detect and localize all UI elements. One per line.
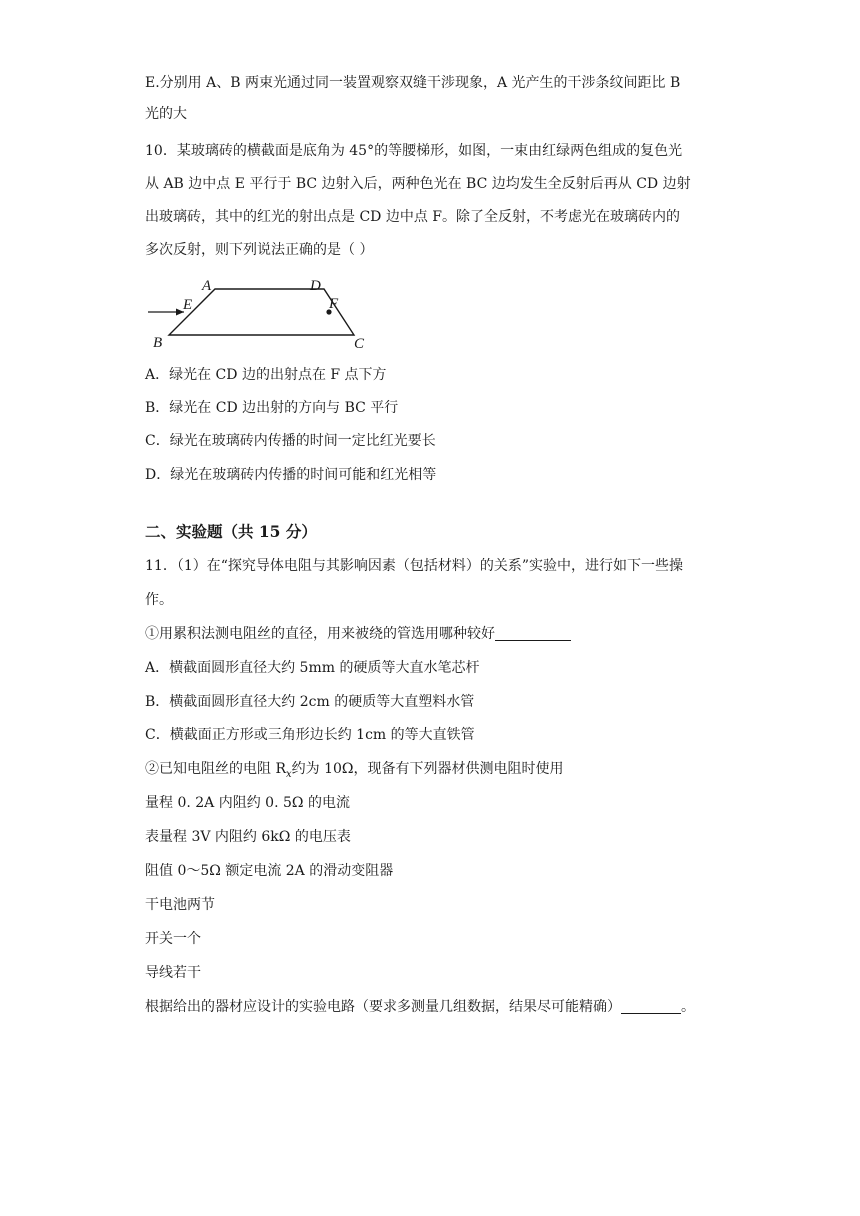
q11-part1-option-c: C．横截面正方形或三角形边长约 1cm 的等大直铁管 xyxy=(145,727,475,743)
equipment-ammeter: 量程 0. 2A 内阻约 0. 5Ω 的电流 xyxy=(145,795,350,811)
q10-stem-line2: 从 AB 边中点 E 平行于 BC 边射入后，两种色光在 BC 边均发生全反射后再从 CD 边射 xyxy=(145,176,691,192)
q11-part1-option-a: A．横截面圆形直径大约 5mm 的硬质等大直水笔芯杆 xyxy=(145,660,480,676)
q11-final xyxy=(145,997,695,1017)
trapezoid-outline xyxy=(169,289,354,335)
answer-blank-2[interactable] xyxy=(621,999,681,1014)
q11-part1 xyxy=(145,624,571,644)
answer-blank-1[interactable] xyxy=(495,626,571,641)
equipment-voltmeter: 表量程 3V 内阻约 6kΩ 的电压表 xyxy=(145,829,351,845)
section-heading: 二、实验题（共 15 分） xyxy=(145,522,317,541)
label-c: C xyxy=(354,336,365,352)
q10-stem-line1: 10．某玻璃砖的横截面是底角为 45°的等腰梯形，如图，一束由红绿两色组成的复色光 xyxy=(145,143,683,159)
q11-part2-suffix: 约为 10Ω，现备有下列器材供测电阻时使用 xyxy=(291,761,564,777)
trapezoid-figure xyxy=(140,272,380,352)
q11-intro-line1: 11．（1）在“探究导体电阻与其影响因素（包括材料）的关系”实验中，进行如下一些操 xyxy=(145,558,684,574)
equipment-battery: 干电池两节 xyxy=(145,897,215,913)
q11-part2 xyxy=(145,759,564,785)
q11-final-suffix: 。 xyxy=(681,999,695,1015)
equipment-switch: 开关一个 xyxy=(145,931,201,947)
equipment-wires: 导线若干 xyxy=(145,965,201,981)
equipment-rheostat: 阻值 0～5Ω 额定电流 2A 的滑动变阻器 xyxy=(145,863,394,879)
label-f: F xyxy=(329,296,339,312)
q11-final-prefix: 根据给出的器材应设计的实验电路（要求多测量几组数据，结果尽可能精确） xyxy=(145,999,621,1015)
q10-option-a: A．绿光在 CD 边的出射点在 F 点下方 xyxy=(145,367,387,383)
label-b: B xyxy=(153,335,163,351)
rx-subscript: x xyxy=(286,768,292,780)
label-d: D xyxy=(310,278,321,294)
label-a: A xyxy=(202,278,212,294)
option-e-line2: 光的大 xyxy=(145,106,187,122)
q10-option-b: B．绿光在 CD 边出射的方向与 BC 平行 xyxy=(145,400,399,416)
q10-option-c: C．绿光在玻璃砖内传播的时间一定比红光要长 xyxy=(145,433,436,449)
q11-part1-option-b: B．横截面圆形直径大约 2cm 的硬质等大直塑料水管 xyxy=(145,694,475,710)
q11-part1-text: ①用累积法测电阻丝的直径，用来被绕的管选用哪种较好 xyxy=(145,626,495,642)
q10-option-d: D．绿光在玻璃砖内传播的时间可能和红光相等 xyxy=(145,467,437,483)
option-e-line1: E.分别用 A、B 两束光通过同一装置观察双缝干涉现象，A 光产生的干涉条纹间距比 B xyxy=(145,75,681,91)
q10-stem-line3: 出玻璃砖，其中的红光的射出点是 CD 边中点 F。除了全反射，不考虑光在玻璃砖内的 xyxy=(145,209,680,225)
q10-stem-line4: 多次反射，则下列说法正确的是（ ） xyxy=(145,242,374,258)
q11-intro-line2: 作。 xyxy=(145,592,173,608)
q11-part2-prefix: ②已知电阻丝的电阻 R xyxy=(145,761,286,777)
label-e: E xyxy=(183,297,193,313)
